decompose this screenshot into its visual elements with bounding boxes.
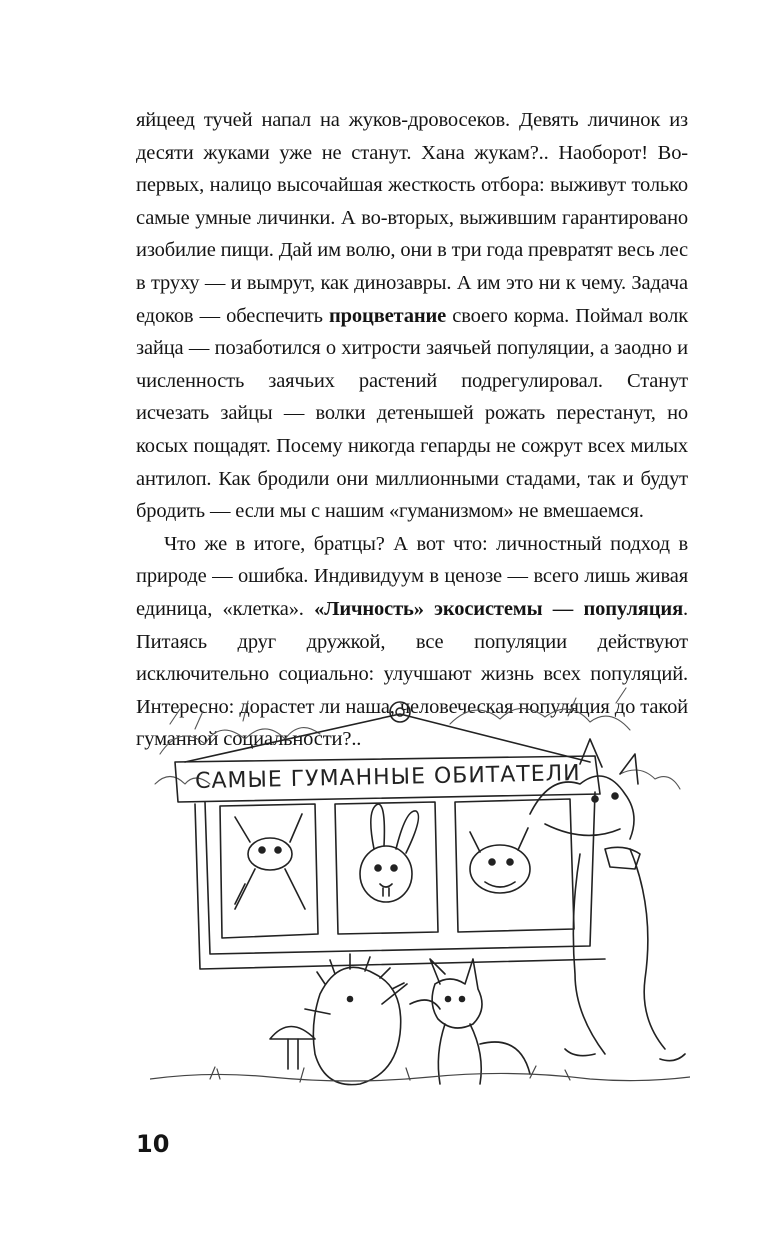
bold-term: процветание — [329, 304, 447, 327]
hedgehog-character — [305, 954, 407, 1085]
bold-term: «Личность» экосистемы — популяция — [314, 597, 684, 620]
text-run: яйцеед тучей напал на жуков-дровосеков. Девять личинок из десяти жуками уже не станут. Хана жукам?.. Наоборот! Во-первых, налицо высочайшая жесткость отбора: выживут только самые умные личинки. А во-вторых, выжившим гарантировано изобилие пищи. Дай им волю, они в три года превратят весь лес в труху — и вымрут, как динозавры. А им это ни к чему. Задача едоков — обеспечить — [136, 109, 688, 327]
page-number: 10 — [136, 1130, 170, 1158]
beetle-portrait — [235, 814, 305, 909]
fox-character — [410, 959, 530, 1084]
ground-grass — [150, 1066, 690, 1082]
sign-text: САМЫЕ ГУМАННЫЕ ОБИТАТЕЛИ — [194, 760, 581, 795]
wolf-character — [530, 739, 685, 1061]
wolf-portrait — [470, 828, 530, 893]
text-run: Что же в итоге, братцы? А вот что: личностный подход в природе — ошибка. Индивидуум в ценозе — всего лишь живая единица, «клетка». — [136, 532, 688, 620]
sign-board — [175, 702, 605, 969]
cartoon-illustration — [150, 684, 690, 1094]
text-run: своего корма. Поймал волк зайца — позаботился о хитрости заячьей популяции, а заодно и численность заячьих растений подрегулировал. Станут исчезать зайцы — волки детенышей рожать перестанут, но косых пощадят. Посему никогда гепарды не сожрут всех милых антилоп. Как бродили они миллионными стадами, так и будут бродить — если мы с нашим «гуманизмом» не вмешаемся. — [136, 304, 689, 523]
body-text — [136, 104, 688, 756]
paragraph — [136, 104, 688, 528]
hare-portrait — [360, 804, 418, 902]
mushroom-icon — [270, 1027, 315, 1070]
text-run: . Питаясь друг дружкой, все популяции действуют исключительно социально: улучшают жизнь всех популяций. Интересно: дорастет ли наша, человеческая популяция до такой гуманной социальности?.. — [136, 597, 688, 751]
